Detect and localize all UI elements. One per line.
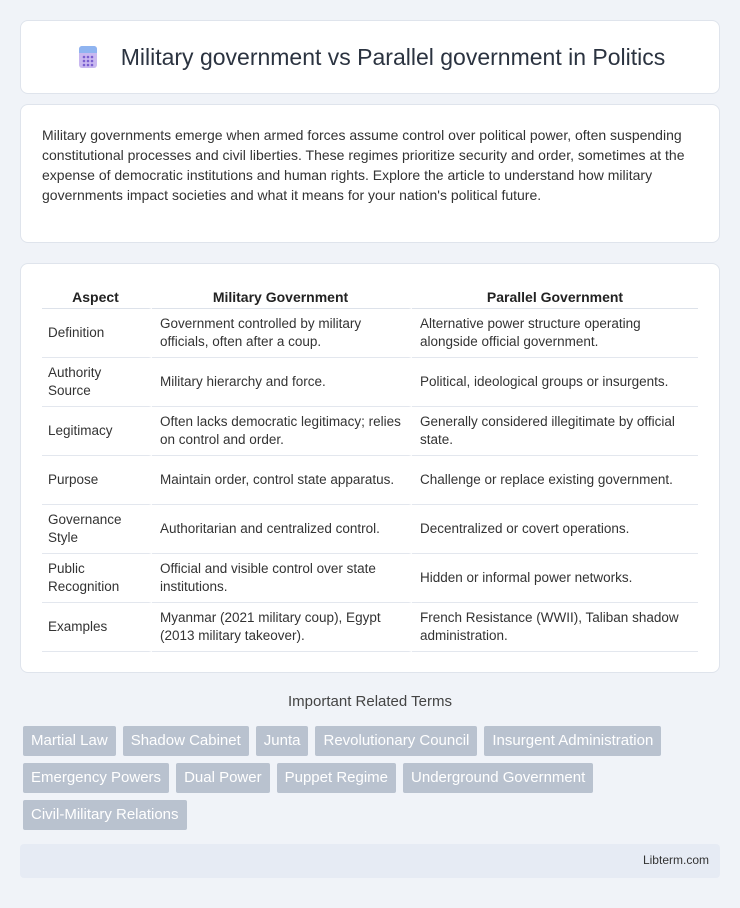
table-row (42, 309, 698, 358)
military-cell: Military hierarchy and force. (152, 358, 412, 407)
military-cell: Government controlled by military officials, often after a coup. (152, 309, 412, 358)
aspect-cell: Examples (42, 603, 152, 652)
aspect-cell: Authority Source (42, 358, 152, 407)
aspect-cell: Public Recognition (42, 554, 152, 603)
footer (20, 844, 720, 878)
related-term-tag[interactable]: Junta (256, 726, 309, 756)
column-header-aspect: Aspect (42, 285, 152, 309)
intro-card (20, 104, 720, 243)
military-cell: Myanmar (2021 military coup), Egypt (2013 military takeover). (152, 603, 412, 652)
parallel-cell: Decentralized or covert operations. (412, 505, 698, 554)
column-header-military: Military Government (152, 285, 412, 309)
title-card (20, 20, 720, 94)
intro-paragraph: Military governments emerge when armed forces assume control over political power, often suspending constitutional processes and civil liberties. These regimes prioritize security and order, sometimes at the expense of democratic institutions and human rights. Explore the article to understand how military governments impact societies and what it means for your nation's political future. (42, 127, 685, 203)
aspect-cell: Definition (42, 309, 152, 358)
comparison-card (20, 263, 720, 673)
military-cell: Official and visible control over state institutions. (152, 554, 412, 603)
military-cell: Maintain order, control state apparatus. (152, 456, 412, 505)
table-row (42, 407, 698, 456)
related-terms-list (23, 726, 713, 837)
related-term-tag[interactable]: Shadow Cabinet (123, 726, 249, 756)
table-row (42, 505, 698, 554)
site-link[interactable]: Libterm.com (642, 853, 709, 867)
calculator-icon (75, 44, 101, 70)
comparison-table (42, 285, 698, 652)
parallel-cell: Alternative power structure operating alongside official government. (412, 309, 698, 358)
related-terms-title: Important Related Terms (288, 693, 452, 710)
page-title: Military government vs Parallel government in Politics (120, 43, 666, 70)
related-term-tag[interactable]: Puppet Regime (277, 763, 396, 793)
parallel-cell: Political, ideological groups or insurgents. (412, 358, 698, 407)
table-row (42, 358, 698, 407)
parallel-cell: Hidden or informal power networks. (412, 554, 698, 603)
related-term-tag[interactable]: Civil-Military Relations (23, 800, 187, 830)
related-term-tag[interactable]: Insurgent Administration (484, 726, 661, 756)
military-cell: Authoritarian and centralized control. (152, 505, 412, 554)
aspect-cell: Governance Style (42, 505, 152, 554)
column-header-parallel: Parallel Government (412, 285, 698, 309)
parallel-cell: Generally considered illegitimate by official state. (412, 407, 698, 456)
table-row (42, 603, 698, 652)
related-term-tag[interactable]: Emergency Powers (23, 763, 169, 793)
table-header-row (42, 285, 698, 309)
table-row (42, 554, 698, 603)
aspect-cell: Purpose (42, 456, 152, 505)
table-row (42, 456, 698, 505)
parallel-cell: Challenge or replace existing government. (412, 456, 698, 505)
related-term-tag[interactable]: Revolutionary Council (315, 726, 477, 756)
related-term-tag[interactable]: Dual Power (176, 763, 270, 793)
parallel-cell: French Resistance (WWII), Taliban shadow administration. (412, 603, 698, 652)
related-term-tag[interactable]: Martial Law (23, 726, 116, 756)
aspect-cell: Legitimacy (42, 407, 152, 456)
related-term-tag[interactable]: Underground Government (403, 763, 593, 793)
military-cell: Often lacks democratic legitimacy; relies on control and order. (152, 407, 412, 456)
